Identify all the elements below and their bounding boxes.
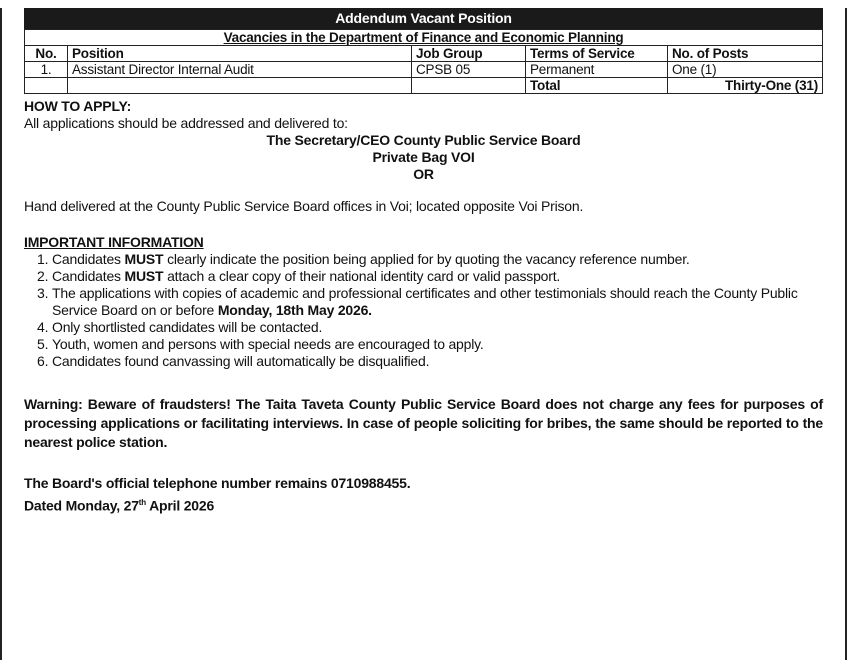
department-subtitle: Vacancies in the Department of Finance and Economic Planning — [25, 30, 823, 46]
list-item: 4. Only shortlisted candidates will be contacted. — [52, 319, 823, 336]
total-label: Total — [526, 78, 668, 94]
address-line-2: Private Bag VOI — [372, 149, 475, 165]
col-position: Position — [68, 46, 412, 62]
vacancy-table — [24, 29, 823, 94]
address-or: OR — [413, 166, 434, 182]
addendum-title: Addendum Vacant Position — [24, 8, 823, 29]
col-terms: Terms of Service — [526, 46, 668, 62]
list-item: 6. Candidates found canvassing will automatically be disqualified. — [52, 353, 823, 370]
important-section — [24, 234, 823, 370]
how-to-apply-section — [24, 98, 823, 215]
row-no: 1. — [25, 62, 68, 78]
fraud-warning: Warning: Beware of fraudsters! The Taita Taveta County Public Service Board does not charge any fees for purposes of processing applications or facilitating interviews. In case of people soliciting for bribes, the same should be reported to the nearest police station. — [24, 396, 823, 450]
table-header-row — [25, 46, 823, 62]
footer — [24, 474, 823, 516]
item1-text-rest: clearly indicate the position being applied for by quoting the vacancy reference number. — [163, 251, 690, 267]
advert-page — [0, 8, 847, 660]
total-empty-1 — [25, 78, 68, 94]
item3-deadline: Monday, 18th May 2026. — [217, 302, 372, 318]
important-heading: IMPORTANT INFORMATION — [24, 234, 204, 250]
total-empty-2 — [68, 78, 412, 94]
dated-sup: th — [138, 498, 146, 507]
col-posts: No. of Posts — [668, 46, 823, 62]
hand-delivered-text: Hand delivered at the County Public Service Board offices in Voi; located opposite Voi Prison. — [24, 198, 584, 214]
address-line-1: The Secretary/CEO County Public Service Board — [266, 132, 581, 148]
dated-text: Dated Monday, 27 — [24, 497, 139, 514]
item1-must: MUST — [124, 251, 164, 267]
col-job-group: Job Group — [412, 46, 526, 62]
phone-line: The Board's official telephone number remains 0710988455. — [24, 475, 411, 491]
item1-text: Candidates — [52, 251, 125, 267]
list-item: 5. Youth, women and persons with special needs are encouraged to apply. — [52, 336, 823, 353]
dated-line — [24, 493, 823, 516]
list-item — [52, 251, 823, 268]
row-posts: One (1) — [668, 62, 823, 78]
total-empty-3 — [412, 78, 526, 94]
list-item — [52, 285, 823, 319]
how-to-apply-intro: All applications should be addressed and delivered to: — [24, 115, 348, 131]
row-position: Assistant Director Internal Audit — [68, 62, 412, 78]
total-value: Thirty-One (31) — [668, 78, 823, 94]
table-subheader-row — [25, 30, 823, 46]
item2-must: MUST — [124, 268, 164, 284]
item2-text-rest: attach a clear copy of their national identity card or valid passport. — [163, 268, 561, 284]
item3-text: The applications with copies of academic and professional certificates and other testimonials should reach the County Public Service Board on or before — [52, 285, 798, 318]
list-item — [52, 268, 823, 285]
table-row — [25, 62, 823, 78]
row-terms: Permanent — [526, 62, 668, 78]
col-no: No. — [25, 46, 68, 62]
table-total-row — [25, 78, 823, 94]
row-job-group: CPSB 05 — [412, 62, 526, 78]
item2-text: Candidates — [52, 268, 125, 284]
how-to-apply-heading: HOW TO APPLY: — [24, 98, 132, 114]
dated-text-rest: April 2026 — [145, 497, 215, 514]
important-list — [24, 251, 823, 370]
